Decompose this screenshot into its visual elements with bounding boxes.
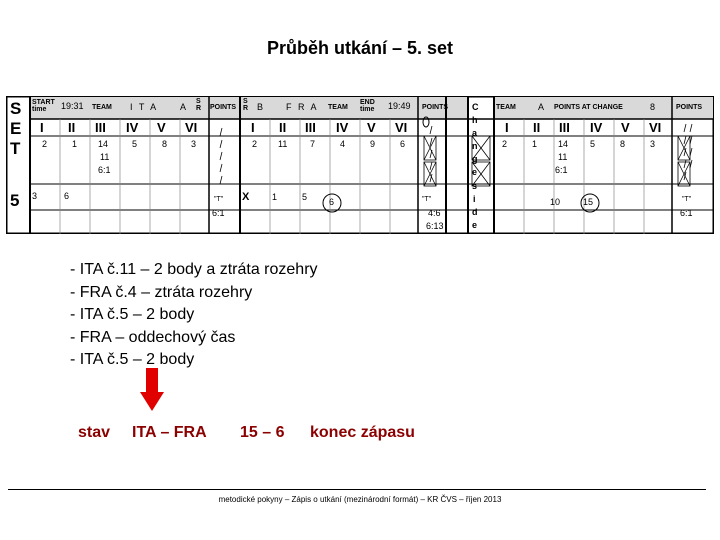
rotation-header: V [621, 120, 630, 135]
note-line: - ITA č.11 – 2 body a ztráta rozehry [70, 261, 318, 278]
timeout-score: 6:1 [212, 208, 225, 218]
note-line: - FRA č.4 – ztráta rozehry [70, 283, 253, 301]
position-value: 3 [650, 139, 656, 149]
down-arrow-icon [140, 368, 164, 417]
rotation-header: II [533, 120, 541, 135]
change-letter: e [472, 220, 478, 230]
set-letter: S [10, 99, 22, 118]
serve-order: 15 [583, 197, 594, 207]
timeout-score: 6:13 [426, 221, 444, 231]
serve-receive-label: S R [243, 98, 249, 112]
position-value: 5 [132, 139, 138, 149]
team-name-left: I T A [130, 102, 159, 112]
substitution-score: 6:1 [555, 165, 568, 175]
position-value: 6 [400, 139, 406, 149]
change-letter: C [472, 102, 479, 112]
serve-order: 1 [272, 192, 278, 202]
change-letter: h [472, 115, 478, 125]
rotation-header: III [559, 120, 570, 135]
start-time: 19:31 [61, 101, 84, 111]
team-label: TEAM [92, 104, 112, 111]
note-line: - ITA č.5 – 2 body [70, 306, 195, 323]
serve-receive-label: S R [196, 98, 202, 112]
end-time-label: END time [360, 99, 375, 113]
event-notes [70, 259, 318, 372]
change-letter: d [472, 207, 478, 217]
position-value: 1 [72, 139, 78, 149]
rotation-header: II [68, 120, 76, 135]
substitution-score: 6:1 [98, 165, 111, 175]
serve-order: 6 [329, 197, 335, 207]
rotation-header: IV [126, 120, 139, 135]
score-sheet-grid [6, 96, 714, 234]
position-value: 7 [310, 139, 316, 149]
position-value: 2 [252, 139, 258, 149]
start-time-label: START time [32, 99, 55, 113]
position-value: 2 [42, 139, 48, 149]
points-at-change: 8 [650, 102, 656, 112]
rotation-header: V [367, 120, 376, 135]
position-value: 1 [532, 139, 538, 149]
page-title: Průběh utkání – 5. set [266, 38, 454, 58]
team-side-right: A [538, 102, 545, 112]
set-letter: E [10, 119, 22, 138]
rotation-header: II [279, 120, 287, 135]
set-letter: T [10, 139, 21, 158]
rotation-header: IV [590, 120, 603, 135]
change-letter: s [472, 181, 478, 191]
team-label: TEAM [328, 104, 348, 111]
result-label: stav [78, 424, 111, 441]
footer-divider [8, 489, 706, 490]
points-at-change-label: POINTS AT CHANGE [554, 104, 623, 111]
substitute-number: 11 [558, 152, 568, 162]
rotation-header: IV [336, 120, 349, 135]
rotation-header: V [157, 120, 166, 135]
result-score: 15 – 6 [240, 424, 285, 441]
timeout-score: 6:1 [680, 208, 693, 218]
serve-order: 6 [64, 191, 70, 201]
rotation-header: VI [395, 120, 408, 135]
result-end: konec zápasu [310, 424, 415, 441]
serve-order: 10 [550, 197, 561, 207]
result-teams: ITA – FRA [132, 424, 207, 441]
lost-rally-mark: X [242, 191, 250, 203]
points-label: POINTS [422, 104, 449, 111]
note-line: - FRA – oddechový čas [70, 328, 236, 346]
position-value: 14 [558, 139, 569, 149]
score-sheet [6, 96, 714, 234]
position-value: 4 [340, 139, 346, 149]
rotation-header: VI [649, 120, 662, 135]
rotation-header: I [505, 120, 509, 135]
position-value: 3 [191, 139, 197, 149]
rotation-header: I [251, 120, 255, 135]
change-letter: g [472, 154, 478, 164]
serve-order: 3 [32, 191, 38, 201]
change-letter: n [472, 141, 478, 151]
position-value: 5 [590, 139, 596, 149]
footer-text: metodické pokyny – Zápis o utkání (mezinárodní formát) – KR ČVS – říjen 2013 [218, 495, 502, 504]
substitute-number: 11 [100, 152, 110, 162]
points-label: POINTS [676, 104, 703, 111]
timeout-label: "T" [422, 196, 432, 203]
timeout-score: 4:6 [428, 208, 441, 218]
position-value: 8 [620, 139, 626, 149]
position-value: 11 [278, 139, 288, 149]
position-value: 8 [162, 139, 168, 149]
timeout-label: "T" [214, 196, 224, 203]
team-side-middle: B [257, 102, 264, 112]
position-value: 2 [502, 139, 508, 149]
rotation-header: I [40, 120, 44, 135]
change-letter: e [472, 167, 478, 177]
team-name-middle: F R A [286, 102, 319, 112]
team-label: TEAM [496, 104, 516, 111]
points-label: POINTS [210, 104, 237, 111]
team-side-left: A [180, 102, 187, 112]
change-letter: i [473, 194, 476, 204]
rotation-header: VI [185, 120, 198, 135]
change-letter: a [472, 128, 478, 138]
set-number: 5 [10, 191, 20, 210]
end-time: 19:49 [388, 101, 411, 111]
rotation-header: III [95, 120, 106, 135]
position-value: 14 [98, 139, 109, 149]
position-value: 9 [370, 139, 376, 149]
timeout-label: "T" [682, 196, 692, 203]
rotation-header: III [305, 120, 316, 135]
note-line: - ITA č.5 – 2 body [70, 351, 195, 368]
serve-order: 5 [302, 192, 308, 202]
